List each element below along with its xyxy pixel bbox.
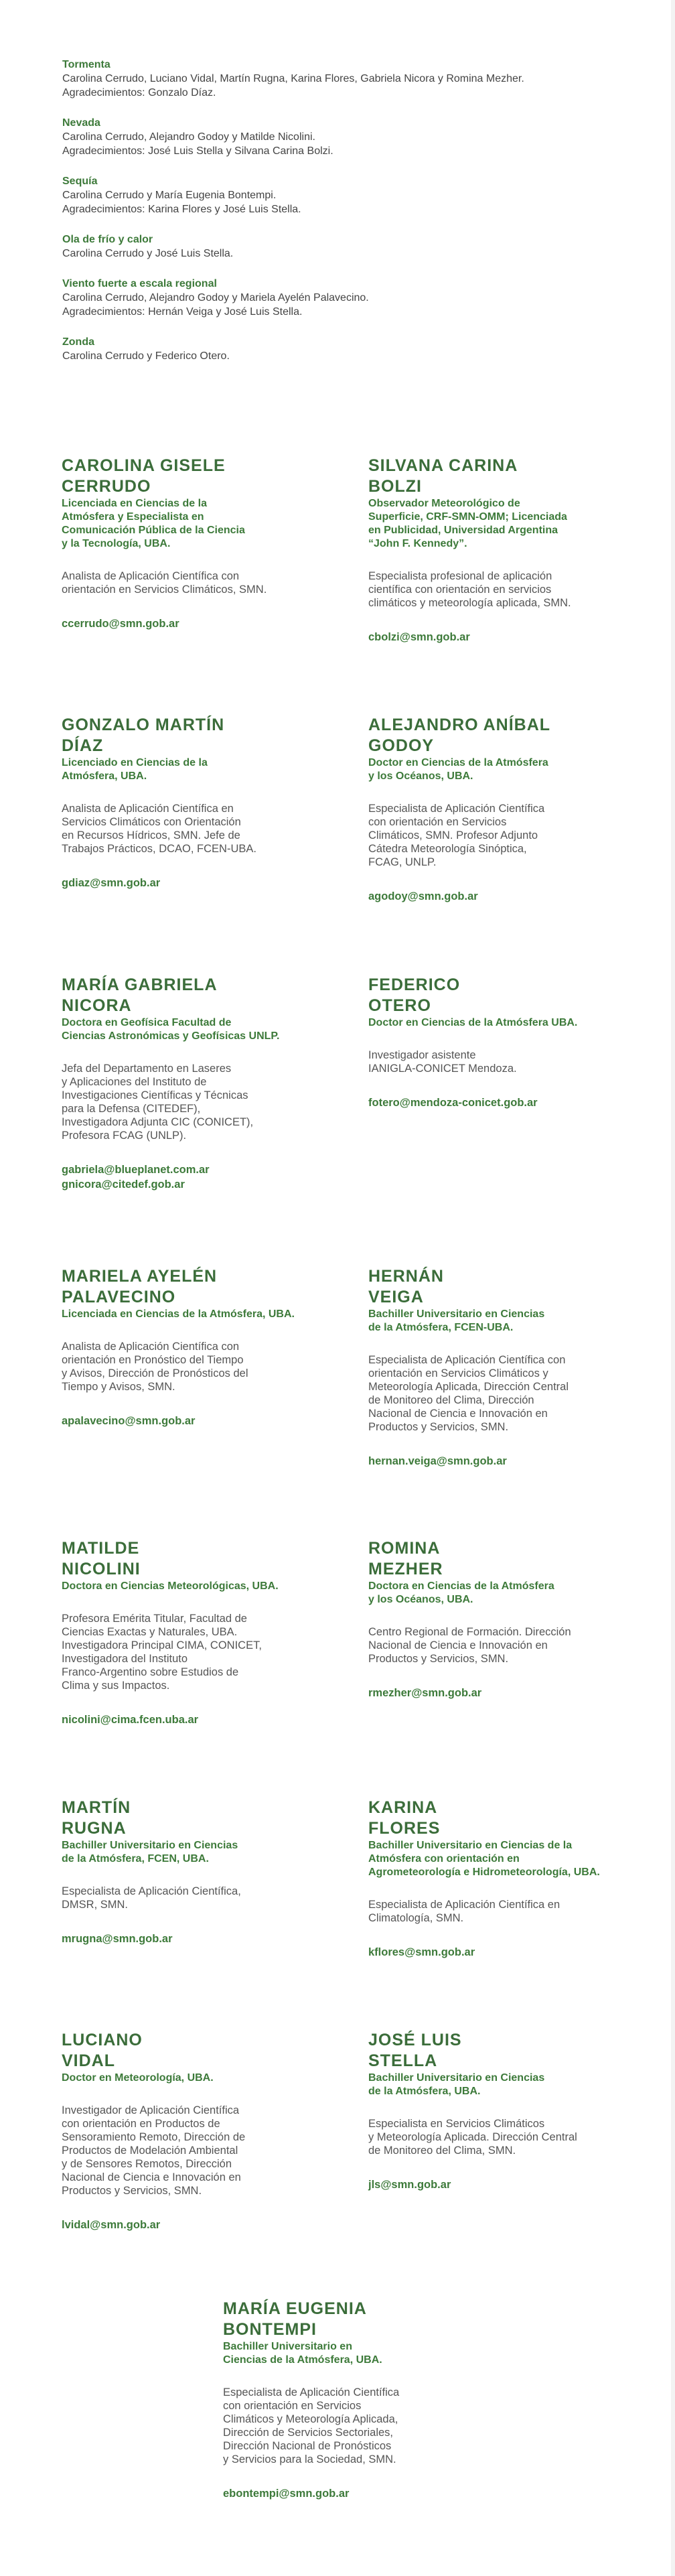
author-email-link[interactable]: agodoy@smn.gob.ar [368, 890, 478, 902]
author-bio [62, 2030, 309, 2232]
author-email-link[interactable]: rmezher@smn.gob.ar [368, 1687, 482, 1699]
author-name: JOSÉ LUIS STELLA [368, 2031, 462, 2070]
credit-group [62, 116, 652, 158]
author-name: MATILDE NICOLINI [62, 1539, 141, 1578]
author-description: Especialista de Aplicación Científica, DMSR, SMN. [62, 1885, 241, 1911]
author-description: Analista de Aplicación Científica con orientación en Pronóstico del Tiempo y Avisos, Dirección de Pronósticos del Tiempo y Avisos, SMN. [62, 1341, 248, 1393]
credit-line: Carolina Cerrudo y María Eugenia Bontempi. [62, 190, 277, 201]
author-description: Centro Regional de Formación. Dirección Nacional de Ciencia e Innovación en Productos y Servicios, SMN. [368, 1626, 571, 1665]
author-name: CAROLINA GISELE CERRUDO [62, 456, 226, 496]
author-email-link[interactable]: gdiaz@smn.gob.ar [62, 877, 161, 889]
author-bio [62, 1798, 309, 1946]
author-email-link[interactable]: mrugna@smn.gob.ar [62, 1933, 173, 1945]
author-degree: Bachiller Universitario en Ciencias de la Atmósfera con orientación en Agrometeorología e Hidrometeorología, UBA. [368, 1840, 600, 1878]
author-bio [368, 2030, 616, 2192]
author-degree: Licenciada en Ciencias de la Atmósfera y Especialista en Comunicación Pública de la Ciencia y la Tecnología, UBA. [62, 498, 245, 549]
author-degree: Licenciada en Ciencias de la Atmósfera, UBA. [62, 1308, 295, 1320]
credit-title: Viento fuerte a escala regional [62, 278, 217, 289]
author-name: GONZALO MARTÍN DÍAZ [62, 716, 225, 755]
author-degree: Bachiller Universitario en Ciencias de la Atmósfera, FCEN, UBA. [62, 1840, 238, 1865]
credit-line: Agradecimientos: José Luis Stella y Silvana Carina Bolzi. [62, 145, 333, 157]
author-degree: Bachiller Universitario en Ciencias de la Atmósfera, FCEN-UBA. [368, 1308, 545, 1333]
credit-title: Nevada [62, 117, 100, 129]
author-email-link[interactable]: apalavecino@smn.gob.ar [62, 1415, 196, 1427]
author-degree: Bachiller Universitario en Ciencias de la Atmósfera, UBA. [368, 2072, 545, 2097]
author-description: Analista de Aplicación Científica en Servicios Climáticos con Orientación en Recursos Hídricos, SMN. Jefe de Trabajos Prácticos, DCAO, FCEN-UBA. [62, 803, 256, 855]
author-email-link[interactable]: fotero@mendoza-conicet.gob.ar [368, 1097, 538, 1109]
author-email-link[interactable]: gabriela@blueplanet.com.ar [62, 1164, 210, 1176]
author-description: Especialista de Aplicación Científica con orientación en Servicios Climáticos, SMN. Profesor Adjunto Cátedra Meteorología Sinóptica, FCAG, UNLP. [368, 803, 545, 868]
credit-line: Agradecimientos: Karina Flores y José Luis Stella. [62, 204, 301, 215]
author-description: Especialista de Aplicación Científica en Climatología, SMN. [368, 1899, 560, 1924]
credit-group [62, 232, 652, 261]
author-name: KARINA FLORES [368, 1798, 441, 1838]
author-email-link[interactable]: gnicora@citedef.gob.ar [62, 1178, 185, 1191]
author-bio [368, 715, 616, 904]
credit-title: Tormenta [62, 59, 110, 70]
author-degree: Doctora en Ciencias Meteorológicas, UBA. [62, 1580, 279, 1592]
author-degree: Licenciado en Ciencias de la Atmósfera, UBA. [62, 757, 208, 782]
page-edge-strip [671, 0, 675, 2576]
credit-title: Ola de frío y calor [62, 234, 153, 245]
author-degree: Doctor en Ciencias de la Atmósfera UBA. [368, 1017, 578, 1028]
credit-group [62, 277, 652, 319]
author-bio [62, 975, 309, 1192]
author-email-link[interactable]: hernan.veiga@smn.gob.ar [368, 1455, 507, 1467]
author-name: MARIELA AYELÉN PALAVECINO [62, 1267, 218, 1306]
author-bio [368, 456, 616, 645]
credits-section [62, 58, 652, 379]
credit-line: Carolina Cerrudo, Alejandro Godoy y Mariela Ayelén Palavecino. [62, 292, 369, 303]
credit-group [62, 174, 652, 216]
author-email-link[interactable]: nicolini@cima.fcen.uba.ar [62, 1714, 199, 1726]
author-name: ROMINA MEZHER [368, 1539, 443, 1578]
author-name: HERNÁN VEIGA [368, 1267, 444, 1306]
author-bio [368, 1538, 616, 1700]
author-name: MARÍA EUGENIA BONTEMPI [223, 2299, 367, 2339]
author-email-link[interactable]: ebontempi@smn.gob.ar [223, 2488, 350, 2500]
author-bio [62, 1538, 309, 1727]
credit-line: Carolina Cerrudo y José Luis Stella. [62, 248, 234, 259]
author-degree: Doctora en Geofísica Facultad de Ciencias Astronómicas y Geofísicas UNLP. [62, 1017, 280, 1042]
author-description: Investigador asistente IANIGLA-CONICET Mendoza. [368, 1049, 517, 1075]
credit-title: Sequía [62, 176, 98, 187]
author-email-link[interactable]: lvidal@smn.gob.ar [62, 2219, 161, 2231]
credit-line: Agradecimientos: Hernán Veiga y José Luis Stella. [62, 306, 303, 318]
author-bio [368, 975, 616, 1110]
credit-line: Carolina Cerrudo, Alejandro Godoy y Matilde Nicolini. [62, 131, 315, 143]
author-bio [62, 456, 309, 631]
author-degree: Doctor en Meteorología, UBA. [62, 2072, 214, 2084]
author-email-link[interactable]: ccerrudo@smn.gob.ar [62, 618, 179, 630]
author-name: ALEJANDRO ANÍBAL GODOY [368, 716, 551, 755]
author-email-link[interactable]: kflores@smn.gob.ar [368, 1946, 475, 1958]
author-bio [368, 1798, 650, 1960]
author-description: Profesora Emérita Titular, Facultad de Ciencias Exactas y Naturales, UBA. Investigadora Principal CIMA, CONICET, Investigadora del Instituto Franco-Argentino sobre Estudios de Clima y sus Impactos. [62, 1613, 262, 1692]
credit-group [62, 58, 652, 100]
author-name: SILVANA CARINA BOLZI [368, 456, 518, 496]
credit-line: Agradecimientos: Gonzalo Díaz. [62, 87, 216, 98]
author-name: MARÍA GABRIELA NICORA [62, 975, 218, 1015]
author-description: Investigador de Aplicación Científica con orientación en Productos de Sensoramiento Remoto, Dirección de Productos de Modelación Ambiental y de Sensores Remotos, Dirección Nacional de Ciencia e Innovación en Productos y Servicios, SMN. [62, 2104, 246, 2197]
author-description: Especialista profesional de aplicación científica con orientación en servicios climáticos y meteorología aplicada, SMN. [368, 570, 571, 609]
author-name: MARTÍN RUGNA [62, 1798, 131, 1838]
author-degree: Doctora en Ciencias de la Atmósfera y los Océanos, UBA. [368, 1580, 554, 1605]
author-description: Jefa del Departamento en Laseres y Aplicaciones del Instituto de Investigaciones Científicas y Técnicas para la Defensa (CITEDEF), Investigadora Adjunta CIC (CONICET), Profesora FCAG (UNLP). [62, 1063, 254, 1142]
author-name: FEDERICO OTERO [368, 975, 461, 1015]
credit-line: Carolina Cerrudo, Luciano Vidal, Martín Rugna, Karina Flores, Gabriela Nicora y Romina Mezher. [62, 73, 524, 84]
credit-title: Zonda [62, 336, 94, 348]
author-bio [223, 2299, 471, 2501]
credit-line: Carolina Cerrudo y Federico Otero. [62, 350, 230, 362]
author-bio [368, 1266, 616, 1469]
author-degree: Bachiller Universitario en Ciencias de la Atmósfera, UBA. [223, 2341, 382, 2366]
author-email-link[interactable]: jls@smn.gob.ar [368, 2179, 451, 2191]
author-description: Especialista de Aplicación Científica con orientación en Servicios Climáticos y Meteorología Aplicada, Dirección Central de Monitoreo del Clima, Dirección Nacional de Ciencia e Innovación en Productos y Servicios, SMN. [368, 1354, 569, 1433]
author-bio [62, 715, 309, 890]
author-bio [62, 1266, 309, 1428]
author-degree: Observador Meteorológico de Superficie, CRF-SMN-OMM; Licenciada en Publicidad, Universidad Argentina “John F. Kennedy”. [368, 498, 567, 549]
author-description: Especialista en Servicios Climáticos y Meteorología Aplicada. Dirección Central de Monitoreo del Clima, SMN. [368, 2118, 577, 2157]
author-description: Analista de Aplicación Científica con orientación en Servicios Climáticos, SMN. [62, 570, 267, 596]
credit-group [62, 335, 652, 363]
author-degree: Doctor en Ciencias de la Atmósfera y los Océanos, UBA. [368, 757, 548, 782]
author-email-link[interactable]: cbolzi@smn.gob.ar [368, 631, 470, 643]
author-name: LUCIANO VIDAL [62, 2031, 143, 2070]
author-description: Especialista de Aplicación Científica con orientación en Servicios Climáticos y Meteorología Aplicada, Dirección de Servicios Sectoriales, Dirección Nacional de Pronósticos y Servicios para la Sociedad, SMN. [223, 2386, 400, 2465]
